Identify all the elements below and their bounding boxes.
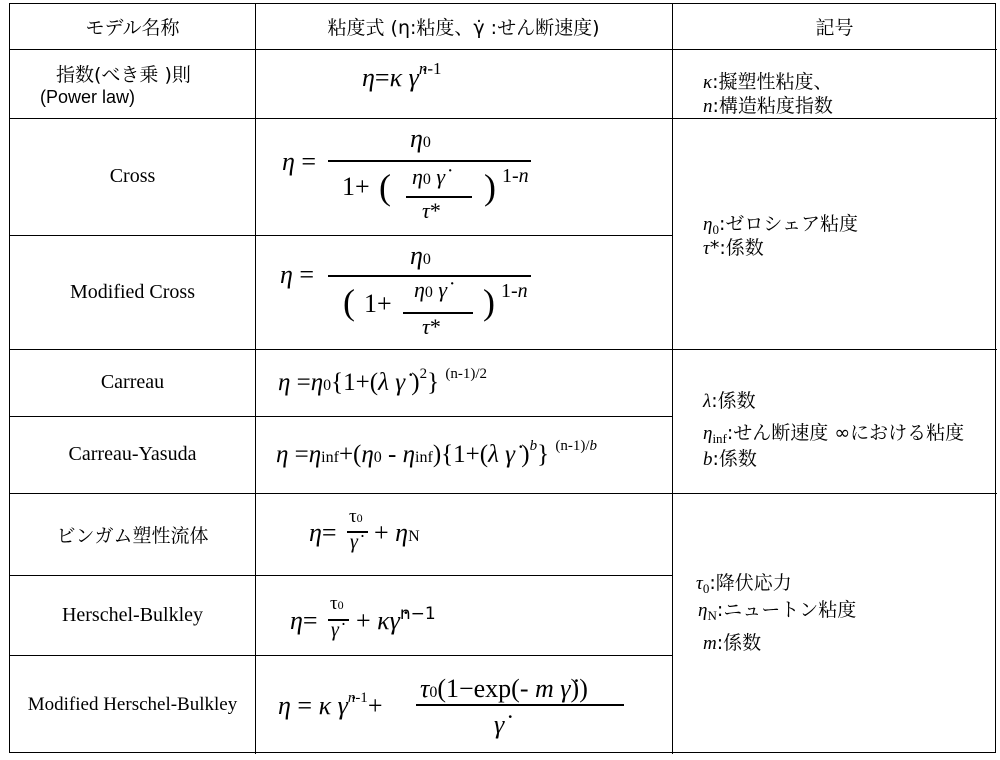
model-name-cross: Cross	[109, 165, 156, 187]
symbol-text: n:構造粘度指数	[703, 95, 833, 117]
model-name-modified-cross: Modified Cross	[70, 280, 195, 303]
symbol-m: m:係数	[703, 632, 762, 654]
symbol-eta0: $\eta_0$:ゼロシェア粘度	[703, 213, 858, 237]
viscosity-model-table: モデル名称 粘度式 (η:粘度、γ̇ :せん断速度) 記号 指数(べき乗 )則 (Power law) η=κ γ̇$^{n-1}$ κ:擬塑性粘度、 n:構造粘度指数 Cross η = η0 1+ ( η0 γ̇ τ* ) 1-n Modified Cross η = η0 ( 1+ η0 γ̇ τ* ) 1-n $\eta_0$:ゼロシェア粘度 τ*:係数 Carreau η =η0{1+(λ γ̇ )$^2$} $^{(n-1)/2}$ Carreau-Yasuda η =ηinf+(η0 - ηinf){1+(λ γ̇ )$^b$} $^{(n-1)/b}$ λ:係数 $\eta_{inf}$:せん断速度 ∞における粘度 b:係数 ビンガム塑性流体 η= τ0 γ̇ + ηN Herschel-Bulkley η= τ0 γ̇ + κγ̇$^{n-1}$ Modified Herschel-Bulkley η = κ γ̇$^{n-1}$+ τ0(1−exp(- m γ̇)) γ̇ $\tau_0$:降伏応力 $\eta_N$:ニュートン粘度 m:係数	[9, 3, 996, 753]
model-name-carreau: Carreau	[100, 371, 165, 393]
symbol-text: κ:擬塑性粘度、	[703, 71, 833, 93]
symbol-b: b:係数	[703, 448, 757, 470]
symbol-tau-star: τ*:係数	[703, 237, 764, 259]
formula-power-law: η=κ γ̇$^{n-1}$	[362, 59, 442, 92]
header-model: モデル名称	[85, 17, 180, 39]
col-divider-1	[255, 4, 256, 754]
model-name-herschel-bulkley: Herschel-Bulkley	[61, 603, 204, 626]
header-symbol: 記号	[815, 17, 854, 39]
symbol-variable: κ	[703, 72, 713, 93]
header-formula: 粘度式 (η:粘度、γ̇ :せん断速度)	[327, 17, 600, 39]
model-name-carreau-yasuda: Carreau-Yasuda	[68, 443, 197, 465]
symbol-eta-n: $\eta_N$:ニュートン粘度	[698, 599, 857, 623]
symbol-eta-inf: $\eta_{inf}$:せん断速度 ∞における粘度	[703, 422, 965, 446]
model-name-ja: 指数(べき乗 )則	[56, 63, 191, 86]
col-divider-2	[672, 4, 673, 754]
symbol-variable: n	[703, 96, 713, 117]
symbol-n	[703, 91, 833, 118]
formula-carreau-yasuda: η =ηinf+(η0 - ηinf){1+(λ γ̇ )$^b$} $^{(n-1)/b}$	[276, 438, 597, 468]
model-name-modified-herschel-bulkley: Modified Herschel-Bulkley	[27, 693, 238, 715]
model-name-power-law	[10, 49, 255, 118]
symbol-tau0: $\tau_0$:降伏応力	[696, 572, 792, 596]
model-name-bingham: ビンガム塑性流体	[56, 524, 209, 547]
model-name-en: (Power law)	[40, 86, 136, 107]
formula-carreau: η =η0{1+(λ γ̇ )$^2$} $^{(n-1)/2}$	[278, 366, 488, 396]
symbol-kappa	[703, 67, 833, 94]
symbol-lambda: λ:係数	[703, 390, 756, 412]
